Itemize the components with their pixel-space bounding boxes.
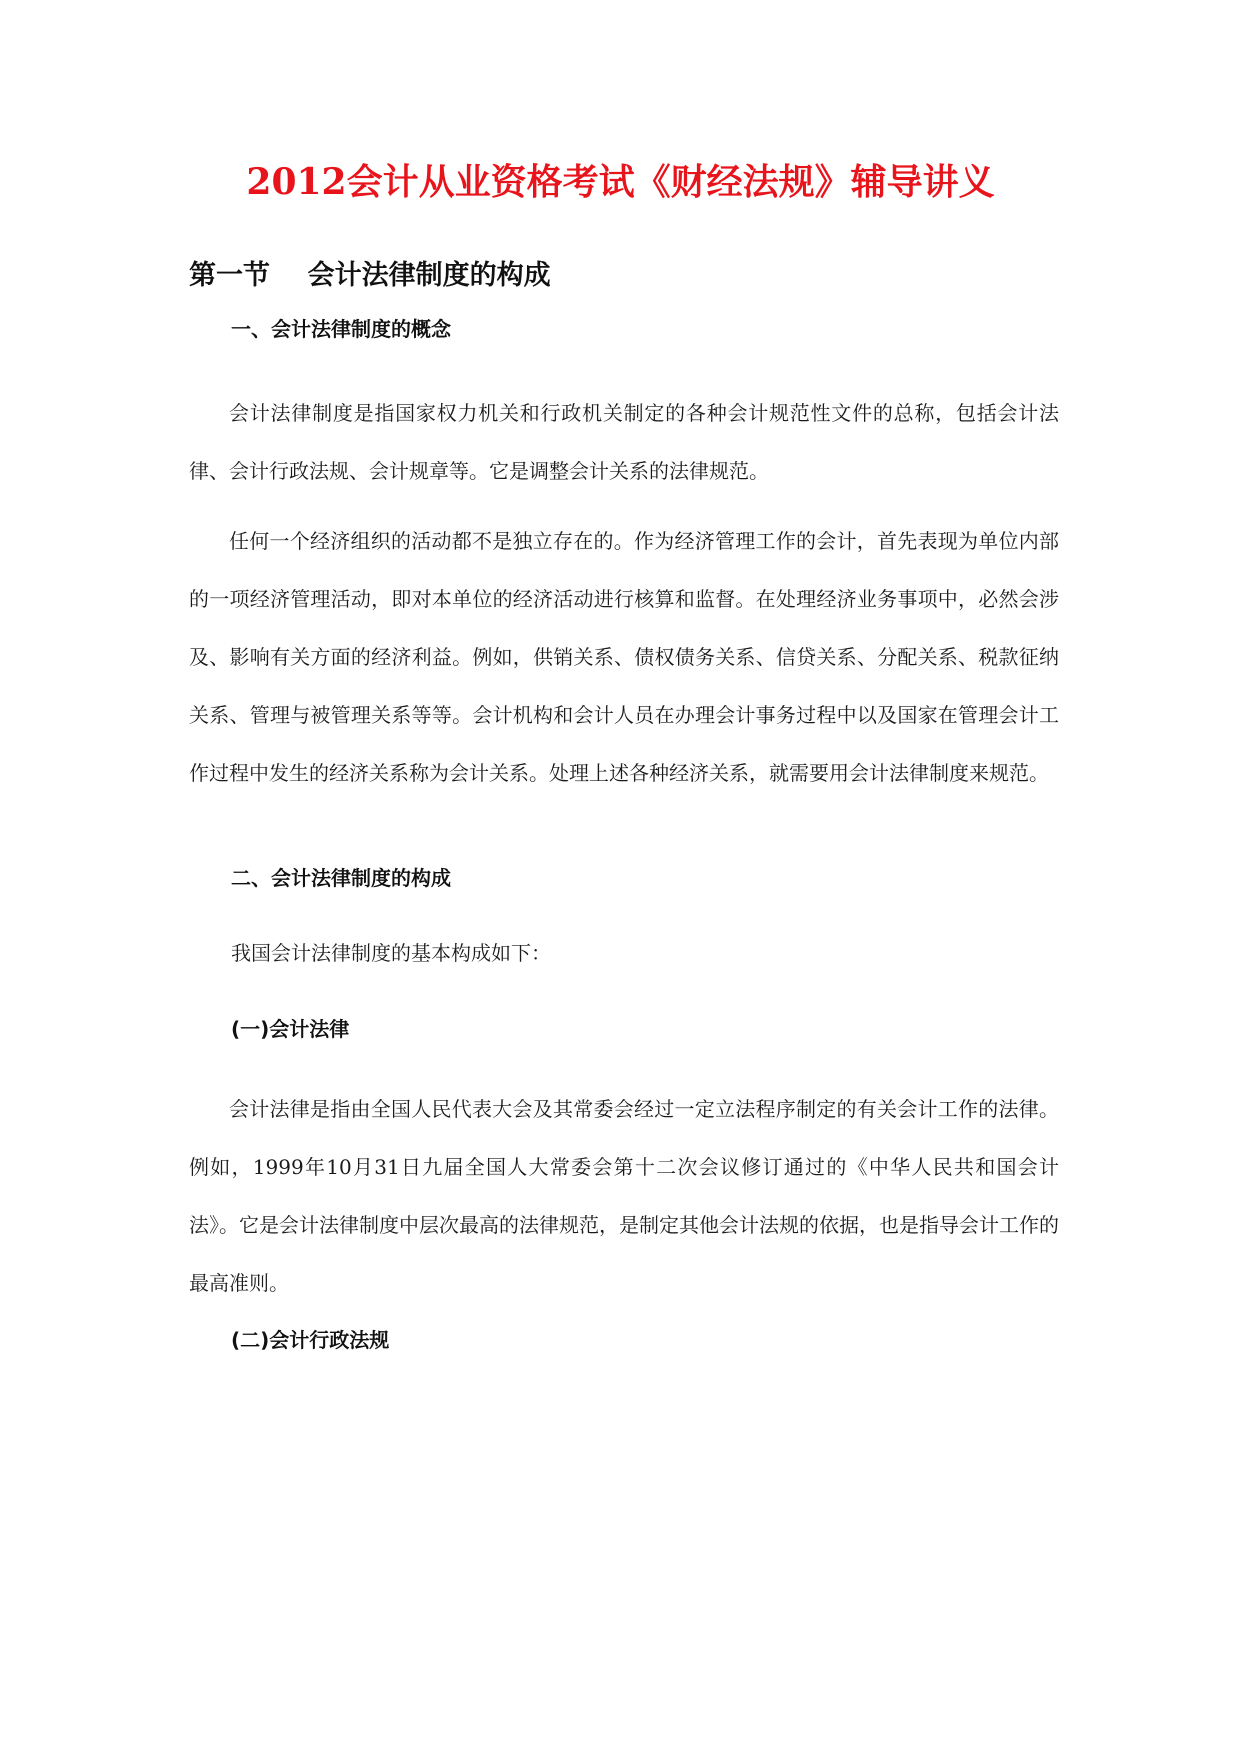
heading-composition: 二、会计法律制度的构成 (231, 866, 451, 890)
subheading-accounting-law: (一)会计法律 (231, 1017, 350, 1041)
document-title: 2012会计从业资格考试《财经法规》辅导讲义 (246, 161, 995, 203)
paragraph-definition: 会计法律制度是指国家权力机关和行政机关制定的各种会计规范性文件的总称，包括会计法律、会计行政法规、会计规章等。它是调整会计关系的法律规范。 (189, 401, 1059, 483)
paragraph-accounting-law: 会计法律是指由全国人民代表大会及其常委会经过一定立法程序制定的有关会计工作的法律。例如，1999年10月31日九届全国人大常委会第十二次会议修订通过的《中华人民共和国会计法》。它是会计法律制度中层次最高的法律规范，是制定其他会计法规的依据，也是指导会计工作的最高准则。 (189, 1097, 1059, 1295)
section-title: 第一节 会计法律制度的构成 (189, 260, 551, 291)
paragraph-composition-intro: 我国会计法律制度的基本构成如下： (231, 941, 551, 965)
subheading-administrative-regulations: (二)会计行政法规 (231, 1328, 390, 1352)
heading-concept: 一、会计法律制度的概念 (231, 317, 451, 341)
paragraph-accounting-relations: 任何一个经济组织的活动都不是独立存在的。作为经济管理工作的会计，首先表现为单位内部的一项经济管理活动，即对本单位的经济活动进行核算和监督。在处理经济业务事项中，必然会涉及、影响有关方面的经济利益。例如，供销关系、债权债务关系、信贷关系、分配关系、税款征纳关系、管理与被管理关系等等。会计机构和会计人员在办理会计事务过程中以及国家在管理会计工作过程中发生的经济关系称为会计关系。处理上述各种经济关系，就需要用会计法律制度来规范。 (189, 529, 1059, 785)
